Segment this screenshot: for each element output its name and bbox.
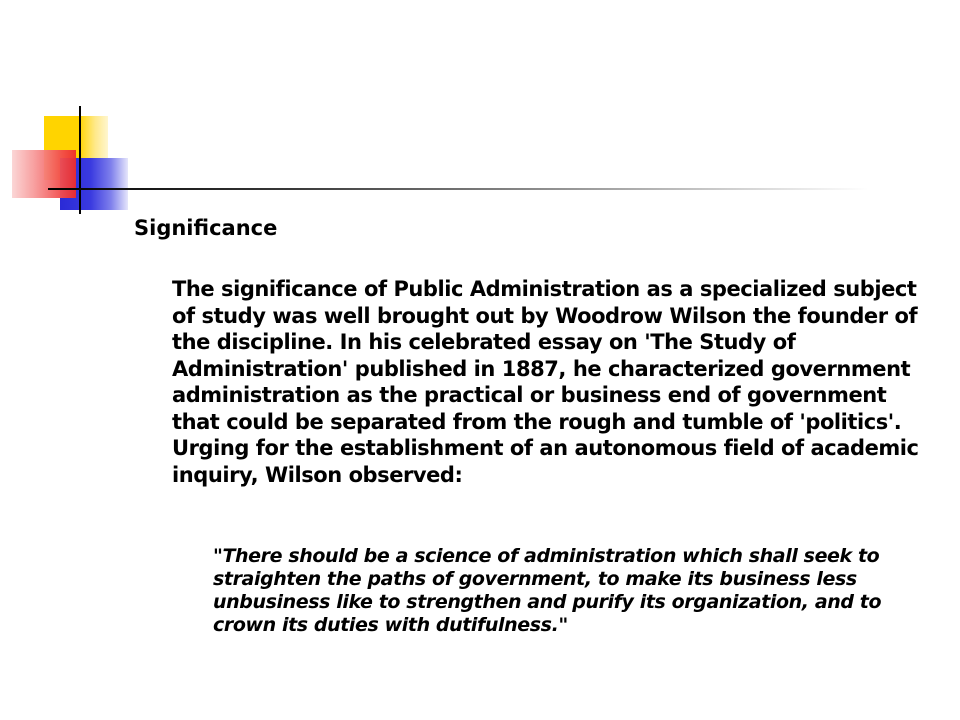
- ornament-vertical-line: [79, 106, 81, 214]
- slide-heading: Significance: [134, 216, 278, 240]
- title-divider-line: [48, 188, 868, 190]
- ornament-red-square: [12, 150, 76, 198]
- body-paragraph: The significance of Public Administration as a specialized subject of study was well brought out by Woodrow Wilson the founder of the discipline. In his celebrated essay on 'The Study of Administration' published in 1887, he characterized government administration as the practical or business end of government that could be separated from the rough and tumble of 'politics'. Urging for the establishment of an autonomous field of academic inquiry, Wilson observed:: [172, 277, 919, 487]
- wilson-quote: "There should be a science of administration which shall seek to straighten the paths of government, to make its business less unbusiness like to strengthen and purify its organization, and to crown its duties with dutifulness.": [213, 545, 882, 636]
